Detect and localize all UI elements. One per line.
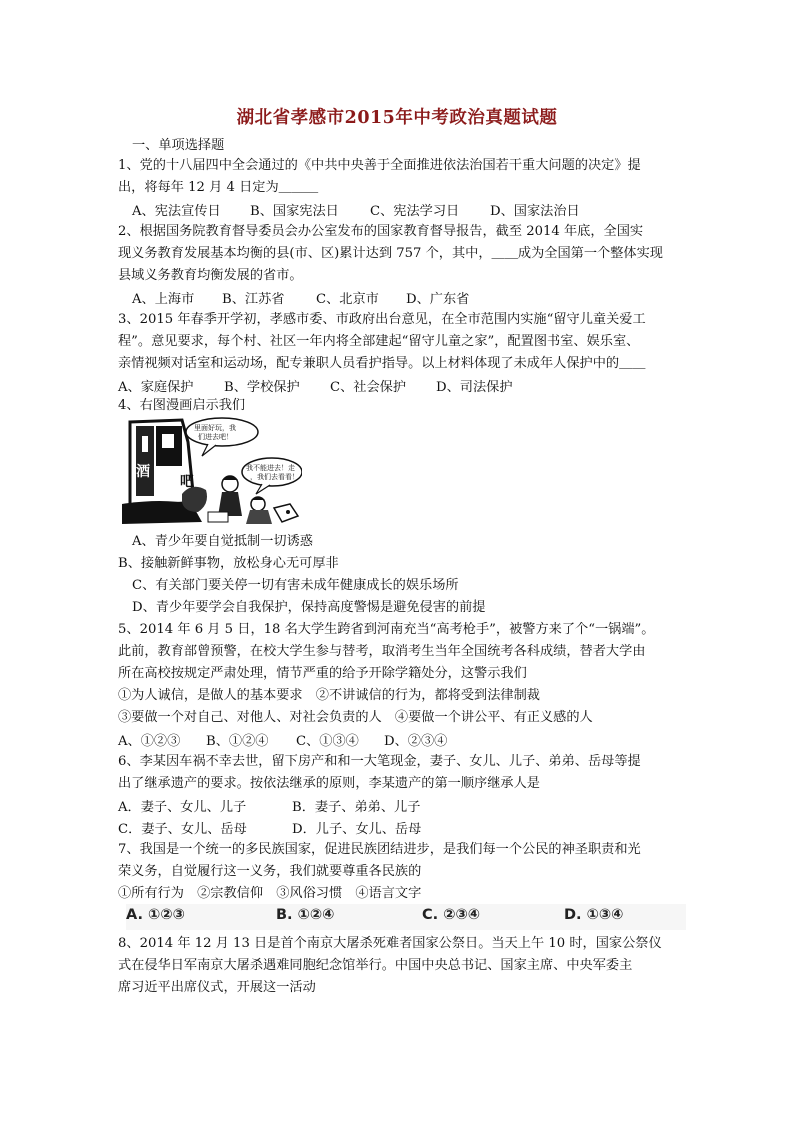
option-b: B、①②④ [206,734,269,749]
question-3-line-1: 3、2015 年春季开学初，孝感市委、市政府出台意见，在全市范围内实施“留守儿童关爱工 [118,312,646,327]
option-d: D、司法保护 [436,380,513,395]
svg-text:我不能进去！走: 我不能进去！走 [246,464,295,472]
option-a: A、①②③ [118,734,181,749]
question-3-line-3: 亲情视频对话室和运动场，配专兼职人员看护指导。以上材料体现了未成年人保护中的＿＿ [118,356,646,371]
cartoon-sign-char-2: 吧 [180,474,194,490]
question-7-line-2: 荣义务，自觉履行这一义务，我们就要尊重各民族的 [118,864,422,879]
question-2-line-3: 县域义务教育均衡发展的省市。 [118,268,303,283]
question-4-option-d: D、青少年要学会自我保护，保持高度警惕是避免侵害的前提 [132,600,486,615]
svg-text:里面好玩，我: 里面好玩，我 [194,424,236,432]
question-2-line-2: 现义务教育发展基本均衡的县(市、区)累计达到 757 个，其中，＿＿成为全国第一个整体实现 [118,246,663,261]
question-2-line-1: 2、根据国务院教育督导委员会办公室发布的国家教育督导报告，截至 2014 年底，全国实 [118,224,644,239]
option-a: A、家庭保护 [118,380,194,395]
question-5-line-1: 5、2014 年 6 月 5 日，18 名大学生跨省到河南充当“高考枪手”，被警方来了个“一锅端”。 [118,622,655,637]
page-title: 湖北省孝感市2015年中考政治真题试题 [236,108,558,128]
question-4-option-c: C、有关部门要关停一切有害未成年健康成长的娱乐场所 [132,578,459,593]
option-a: A. ①②③ [126,907,185,923]
option-d: D、国家法治日 [490,204,580,219]
question-8-line-2: 式在侵华日军南京大屠杀遇难同胞纪念馆举行。中国中央总书记、国家主席、中央军委主 [118,958,633,973]
option-a: A、宪法宣传日 [132,204,221,219]
question-1-line-2: 出，将每年 12 月 4 日定为＿＿＿ [118,180,319,195]
question-5-item-2: ③要做一个对自己、对他人、对社会负责的人 ④要做一个讲公平、有正义感的人 [118,710,593,725]
option-a: A、上海市 [132,292,195,307]
section-heading: 一、单项选择题 [132,138,225,153]
question-8-line-1: 8、2014 年 12 月 13 日是首个南京大屠杀死难者国家公祭日。当天上午 10 时，国家公祭仪 [118,936,662,951]
option-d: D. ①③④ [564,907,624,923]
option-b: B、国家宪法日 [250,204,339,219]
option-c: C、北京市 [316,292,379,307]
cartoon-sign-char-1: 酒 [136,464,150,480]
question-7-line-1: 7、我国是一个统一的多民族国家，促进民族团结进步，是我们每一个公民的神圣职责和光 [118,842,641,857]
question-6-line-2: 出了继承遗产的要求。按依法继承的原则，李某遗产的第一顺序继承人是 [118,776,540,791]
svg-text:，我们去看看！: ，我们去看看！ [250,473,299,481]
option-b: B、江苏省 [222,292,285,307]
svg-text:们进去吧！: 们进去吧！ [198,433,233,441]
option-c: C、宪法学习日 [370,204,460,219]
question-7-items: ①所有行为 ②宗教信仰 ③风俗习惯 ④语言文字 [118,886,422,901]
question-3-line-2: 程”。意见要求，每个村、社区一年内将全部建起“留守儿童之家”，配置图书室、娱乐室、 [118,334,640,349]
option-b: B. ①②④ [276,907,335,923]
option-d: D．儿子、女儿、岳母 [292,822,422,837]
question-5-item-1: ①为人诚信，是做人的基本要求 ②不讲诚信的行为，都将受到法律制裁 [118,688,540,703]
option-d: D、②③④ [384,734,448,749]
cartoon-illustration [122,412,302,524]
question-5-line-3: 所在高校按规定严肃处理，情节严重的给予开除学籍处分，这警示我们 [118,666,527,681]
option-c: C、①③④ [296,734,359,749]
option-a: A．妻子、女儿、儿子 [118,800,247,815]
question-8-line-3: 席习近平出席仪式，开展这一活动 [118,980,316,995]
question-4-option-a: A、青少年要自觉抵制一切诱惑 [132,534,313,549]
question-4-line-1: 4、右图漫画启示我们 [118,398,246,413]
question-6-line-1: 6、李某因车祸不幸去世，留下房产和和一大笔现金，妻子、女儿、儿子、弟弟、岳母等提 [118,754,641,769]
question-4-option-b: B、接触新鲜事物，放松身心无可厚非 [118,556,339,571]
question-1-line-1: 1、党的十八届四中全会通过的《中共中央善于全面推进依法治国若干重大问题的决定》提 [118,158,641,173]
question-7-options [126,904,686,930]
question-5-line-2: 此前，教育部曾预警，在校大学生参与替考，取消考生当年全国统考各科成绩，替者大学由 [118,644,646,659]
option-b: B．妻子、弟弟、儿子 [292,800,421,815]
option-b: B、学校保护 [224,380,300,395]
option-c: C. ②③④ [422,907,481,923]
option-d: D、广东省 [406,292,470,307]
option-c: C、社会保护 [330,380,407,395]
option-c: C．妻子、女儿、岳母 [118,822,247,837]
